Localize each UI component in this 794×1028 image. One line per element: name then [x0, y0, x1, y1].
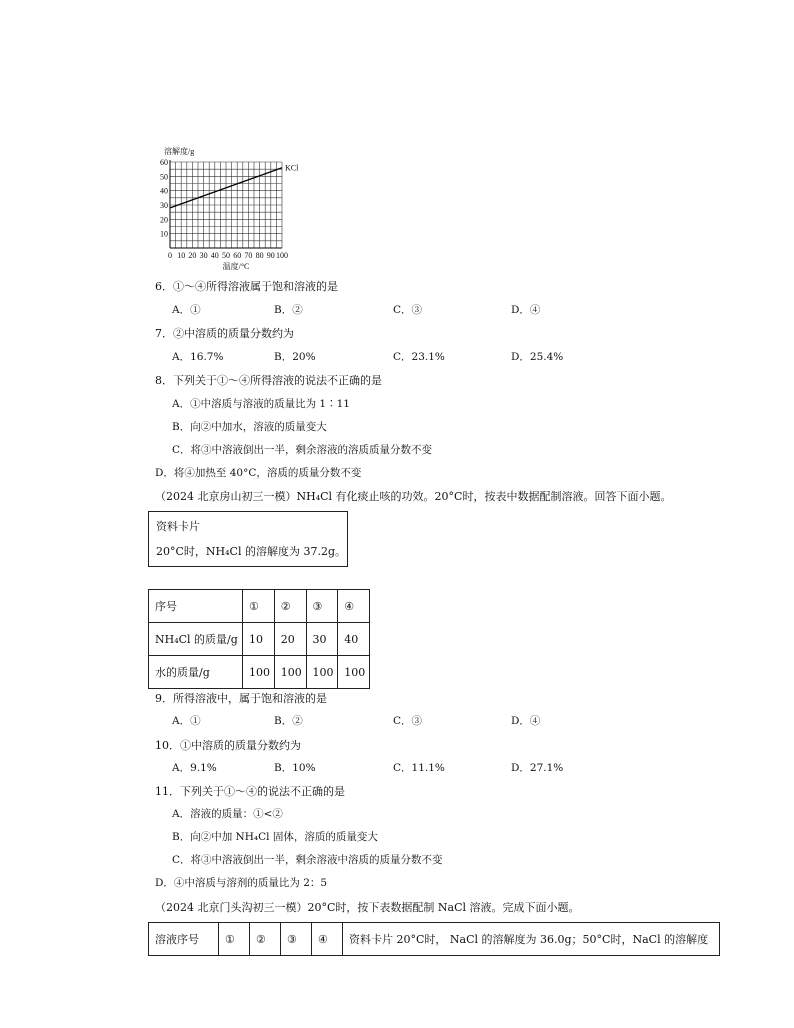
nh4cl-data-table: [148, 589, 370, 689]
q8-option-d: D．将④加热至 40°C，溶质的质量分数不变: [155, 467, 362, 479]
table-cell: 30: [306, 623, 338, 656]
q11-option-a: A．溶液的质量：①<②: [172, 808, 283, 820]
x-tick-label: 0: [168, 251, 172, 260]
q8-option-a: A．①中溶质与溶液的质量比为 1∶11: [172, 398, 350, 410]
q9-option-d: D．④: [511, 715, 541, 727]
y-tick-label: 20: [160, 215, 168, 225]
q6-option-a: A．①: [172, 304, 201, 316]
q9-option-b: B．②: [274, 715, 303, 727]
table-row: [149, 623, 370, 656]
x-tick-label: 40: [210, 251, 219, 260]
question-11: 11．下列关于①～④的说法不正确的是: [155, 785, 345, 798]
table-cell: 10: [243, 623, 275, 656]
table-cell: ③: [281, 923, 312, 956]
table-row: [149, 656, 370, 689]
x-tick-label: 60: [233, 251, 242, 260]
table-cell: 水的质量/g: [149, 656, 243, 689]
table-cell: 100: [338, 656, 370, 689]
q10-option-c: C．11.1%: [393, 762, 445, 774]
q7-option-b: B．20%: [274, 351, 316, 363]
chart-svg: [140, 142, 320, 272]
y-tick-label: 60: [160, 158, 168, 167]
y-tick-label: 50: [160, 172, 168, 182]
table-header-row: [149, 590, 370, 623]
table-cell: 20: [274, 623, 306, 656]
series-label: KCl: [285, 163, 299, 173]
q9-option-a: A．①: [172, 715, 201, 727]
kcl-solubility-chart: [140, 142, 320, 272]
table-cell: 溶液序号: [149, 923, 219, 956]
q8-option-b: B．向②中加水，溶液的质量变大: [172, 421, 327, 433]
x-tick-label: 10: [177, 251, 186, 260]
q11-option-b: B．向②中加 NH₄Cl 固体，溶质的质量变大: [172, 831, 378, 843]
y-axis-label: 溶解度/g: [164, 147, 195, 156]
info-card-text: 20°C时，NH₄Cl 的溶解度为 37.2g。: [156, 545, 347, 558]
x-tick-label: 30: [199, 251, 208, 260]
q7-option-a: A．16.7%: [172, 351, 224, 363]
info-card-title: 资料卡片: [156, 520, 200, 533]
question-10: 10．①中溶质的质量分数约为: [155, 739, 301, 752]
y-tick-label: 30: [160, 201, 168, 210]
q6-option-c: C．③: [393, 304, 423, 316]
y-tick-label: 40: [160, 186, 168, 196]
section-intro-mentougou: （2024 北京门头沟初三一模）20°C时，按下表数据配制 NaCl 溶液。完成下面小题。: [155, 901, 580, 914]
x-tick-label: 70: [244, 251, 253, 260]
table-cell: ①: [219, 923, 250, 956]
q10-option-d: D．27.1%: [511, 762, 564, 774]
table-row: [149, 923, 720, 956]
y-tick-label: 10: [160, 229, 168, 239]
table-cell: ④: [312, 923, 343, 956]
x-tick-label: 90: [266, 251, 275, 260]
info-card-nh4cl: [148, 511, 348, 567]
q10-option-a: A．9.1%: [172, 762, 217, 774]
question-8: 8．下列关于①～④所得溶液的说法不正确的是: [155, 374, 382, 387]
table-header-cell: ②: [274, 590, 306, 623]
q10-option-b: B．10%: [274, 762, 316, 774]
q11-option-d: D．④中溶质与溶剂的质量比为 2：5: [155, 877, 328, 889]
x-tick-label: 100: [276, 251, 288, 260]
x-tick-label: 50: [222, 251, 230, 260]
table-cell: 100: [243, 656, 275, 689]
table-cell: 100: [306, 656, 338, 689]
q6-option-d: D．④: [511, 304, 541, 316]
question-9: 9．所得溶液中，属于饱和溶液的是: [155, 692, 327, 705]
info-card-nacl: 资料卡片 20°C时， NaCl 的溶解度为 36.0g；50°C时，NaCl 的溶解度: [343, 923, 720, 956]
table-header-cell: ④: [338, 590, 370, 623]
q9-option-c: C．③: [393, 715, 423, 727]
table-cell: NH₄Cl 的质量/g: [149, 623, 243, 656]
table-cell: 100: [274, 656, 306, 689]
table-cell: 40: [338, 623, 370, 656]
q7-option-d: D．25.4%: [511, 351, 564, 363]
nacl-data-table: [148, 922, 720, 956]
table-header-cell: ①: [243, 590, 275, 623]
section-intro-fangshan: （2024 北京房山初三一模）NH₄Cl 有化痰止咳的功效。20°C时，按表中数据配制溶液。回答下面小题。: [155, 490, 672, 503]
question-6: 6．①～④所得溶液属于饱和溶液的是: [155, 280, 338, 293]
q8-option-c: C．将③中溶液倒出一半，剩余溶液的溶质质量分数不变: [172, 444, 433, 456]
q6-option-b: B．②: [274, 304, 303, 316]
table-header-cell: ③: [306, 590, 338, 623]
table-cell: ②: [250, 923, 281, 956]
x-axis-label: 温度/°C: [222, 262, 250, 271]
question-7: 7．②中溶质的质量分数约为: [155, 327, 294, 340]
table-header-cell: 序号: [149, 590, 243, 623]
q11-option-c: C．将③中溶液倒出一半，剩余溶液中溶质的质量分数不变: [172, 854, 443, 866]
q7-option-c: C．23.1%: [393, 351, 445, 363]
x-tick-label: 80: [255, 251, 264, 260]
x-tick-label: 20: [188, 251, 197, 260]
